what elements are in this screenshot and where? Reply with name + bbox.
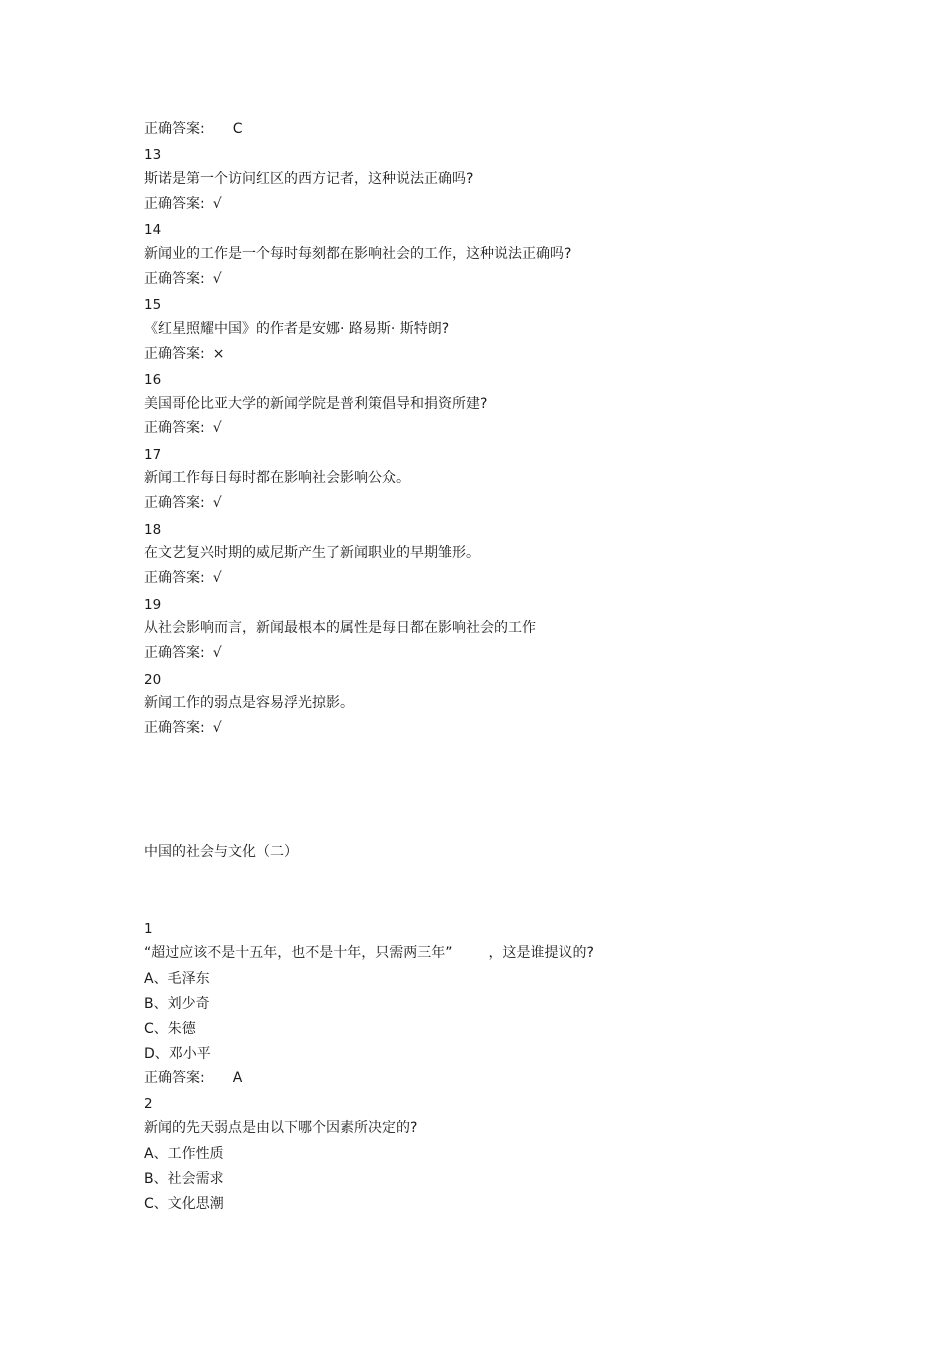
answer-line	[144, 195, 222, 213]
question-text-part1: “超过应该不是十五年，也不是十年，只需两三年”	[144, 945, 453, 961]
answer-line	[144, 494, 222, 512]
answer-value: √	[212, 645, 222, 661]
answer-line	[144, 569, 222, 587]
question-number: 19	[144, 597, 162, 613]
answer-value: √	[212, 720, 222, 736]
answer-line	[144, 345, 224, 363]
question-text: 新闻工作每日每时都在影响社会影响公众。	[144, 470, 410, 486]
answer-value: √	[212, 420, 222, 436]
answer-line	[144, 120, 243, 138]
answer-label: 正确答案:	[144, 420, 205, 436]
answer-line	[144, 419, 222, 437]
answer-label: 正确答案:	[144, 1070, 205, 1086]
answer-label: 正确答案:	[144, 346, 205, 362]
option-c: C、文化思潮	[144, 1196, 224, 1212]
option-d: D、邓小平	[144, 1046, 211, 1062]
option-b: B、社会需求	[144, 1171, 224, 1187]
option-a: A、毛泽东	[144, 971, 210, 987]
question-text: 从社会影响而言，新闻最根本的属性是每日都在影响社会的工作	[144, 620, 536, 636]
question-text: 斯诺是第一个访问红区的西方记者，这种说法正确吗?	[144, 171, 474, 187]
option-a: A、工作性质	[144, 1146, 224, 1162]
question-number: 20	[144, 672, 162, 688]
question-text: 美国哥伦比亚大学的新闻学院是普利策倡导和捐资所建?	[144, 396, 488, 412]
question-text: 新闻业的工作是一个每时每刻都在影响社会的工作，这种说法正确吗?	[144, 246, 572, 262]
question-number: 15	[144, 297, 162, 313]
answer-line	[144, 1069, 242, 1087]
question-text	[144, 944, 594, 962]
answer-value: √	[212, 495, 222, 511]
answer-line	[144, 719, 222, 737]
answer-label: 正确答案:	[144, 121, 205, 137]
answer-label: 正确答案:	[144, 570, 205, 586]
question-text: 新闻工作的弱点是容易浮光掠影。	[144, 695, 354, 711]
option-b: B、刘少奇	[144, 996, 210, 1012]
question-text: 在文艺复兴时期的威尼斯产生了新闻职业的早期雏形。	[144, 545, 480, 561]
question-text-part2: ，这是谁提议的?	[488, 945, 594, 961]
question-number: 17	[144, 447, 162, 463]
answer-value: A	[232, 1070, 243, 1086]
answer-label: 正确答案:	[144, 196, 205, 212]
question-number: 13	[144, 147, 162, 163]
option-c: C、朱德	[144, 1021, 196, 1037]
question-text: 《红星照耀中国》的作者是安娜· 路易斯· 斯特朗?	[144, 321, 450, 337]
answer-value: √	[212, 196, 222, 212]
question-number: 14	[144, 222, 162, 238]
answer-line	[144, 644, 222, 662]
answer-value: C	[232, 121, 243, 137]
answer-label: 正确答案:	[144, 271, 205, 287]
question-text: 新闻的先天弱点是由以下哪个因素所决定的?	[144, 1120, 418, 1136]
question-number: 1	[144, 921, 153, 937]
answer-label: 正确答案:	[144, 720, 205, 736]
answer-value: √	[212, 271, 222, 287]
question-number: 2	[144, 1096, 153, 1112]
answer-value: ×	[212, 346, 225, 362]
answer-label: 正确答案:	[144, 645, 205, 661]
section-title: 中国的社会与文化（二）	[144, 844, 298, 860]
answer-value: √	[212, 570, 222, 586]
question-number: 16	[144, 372, 162, 388]
question-number: 18	[144, 522, 162, 538]
answer-label: 正确答案:	[144, 495, 205, 511]
answer-line	[144, 270, 222, 288]
